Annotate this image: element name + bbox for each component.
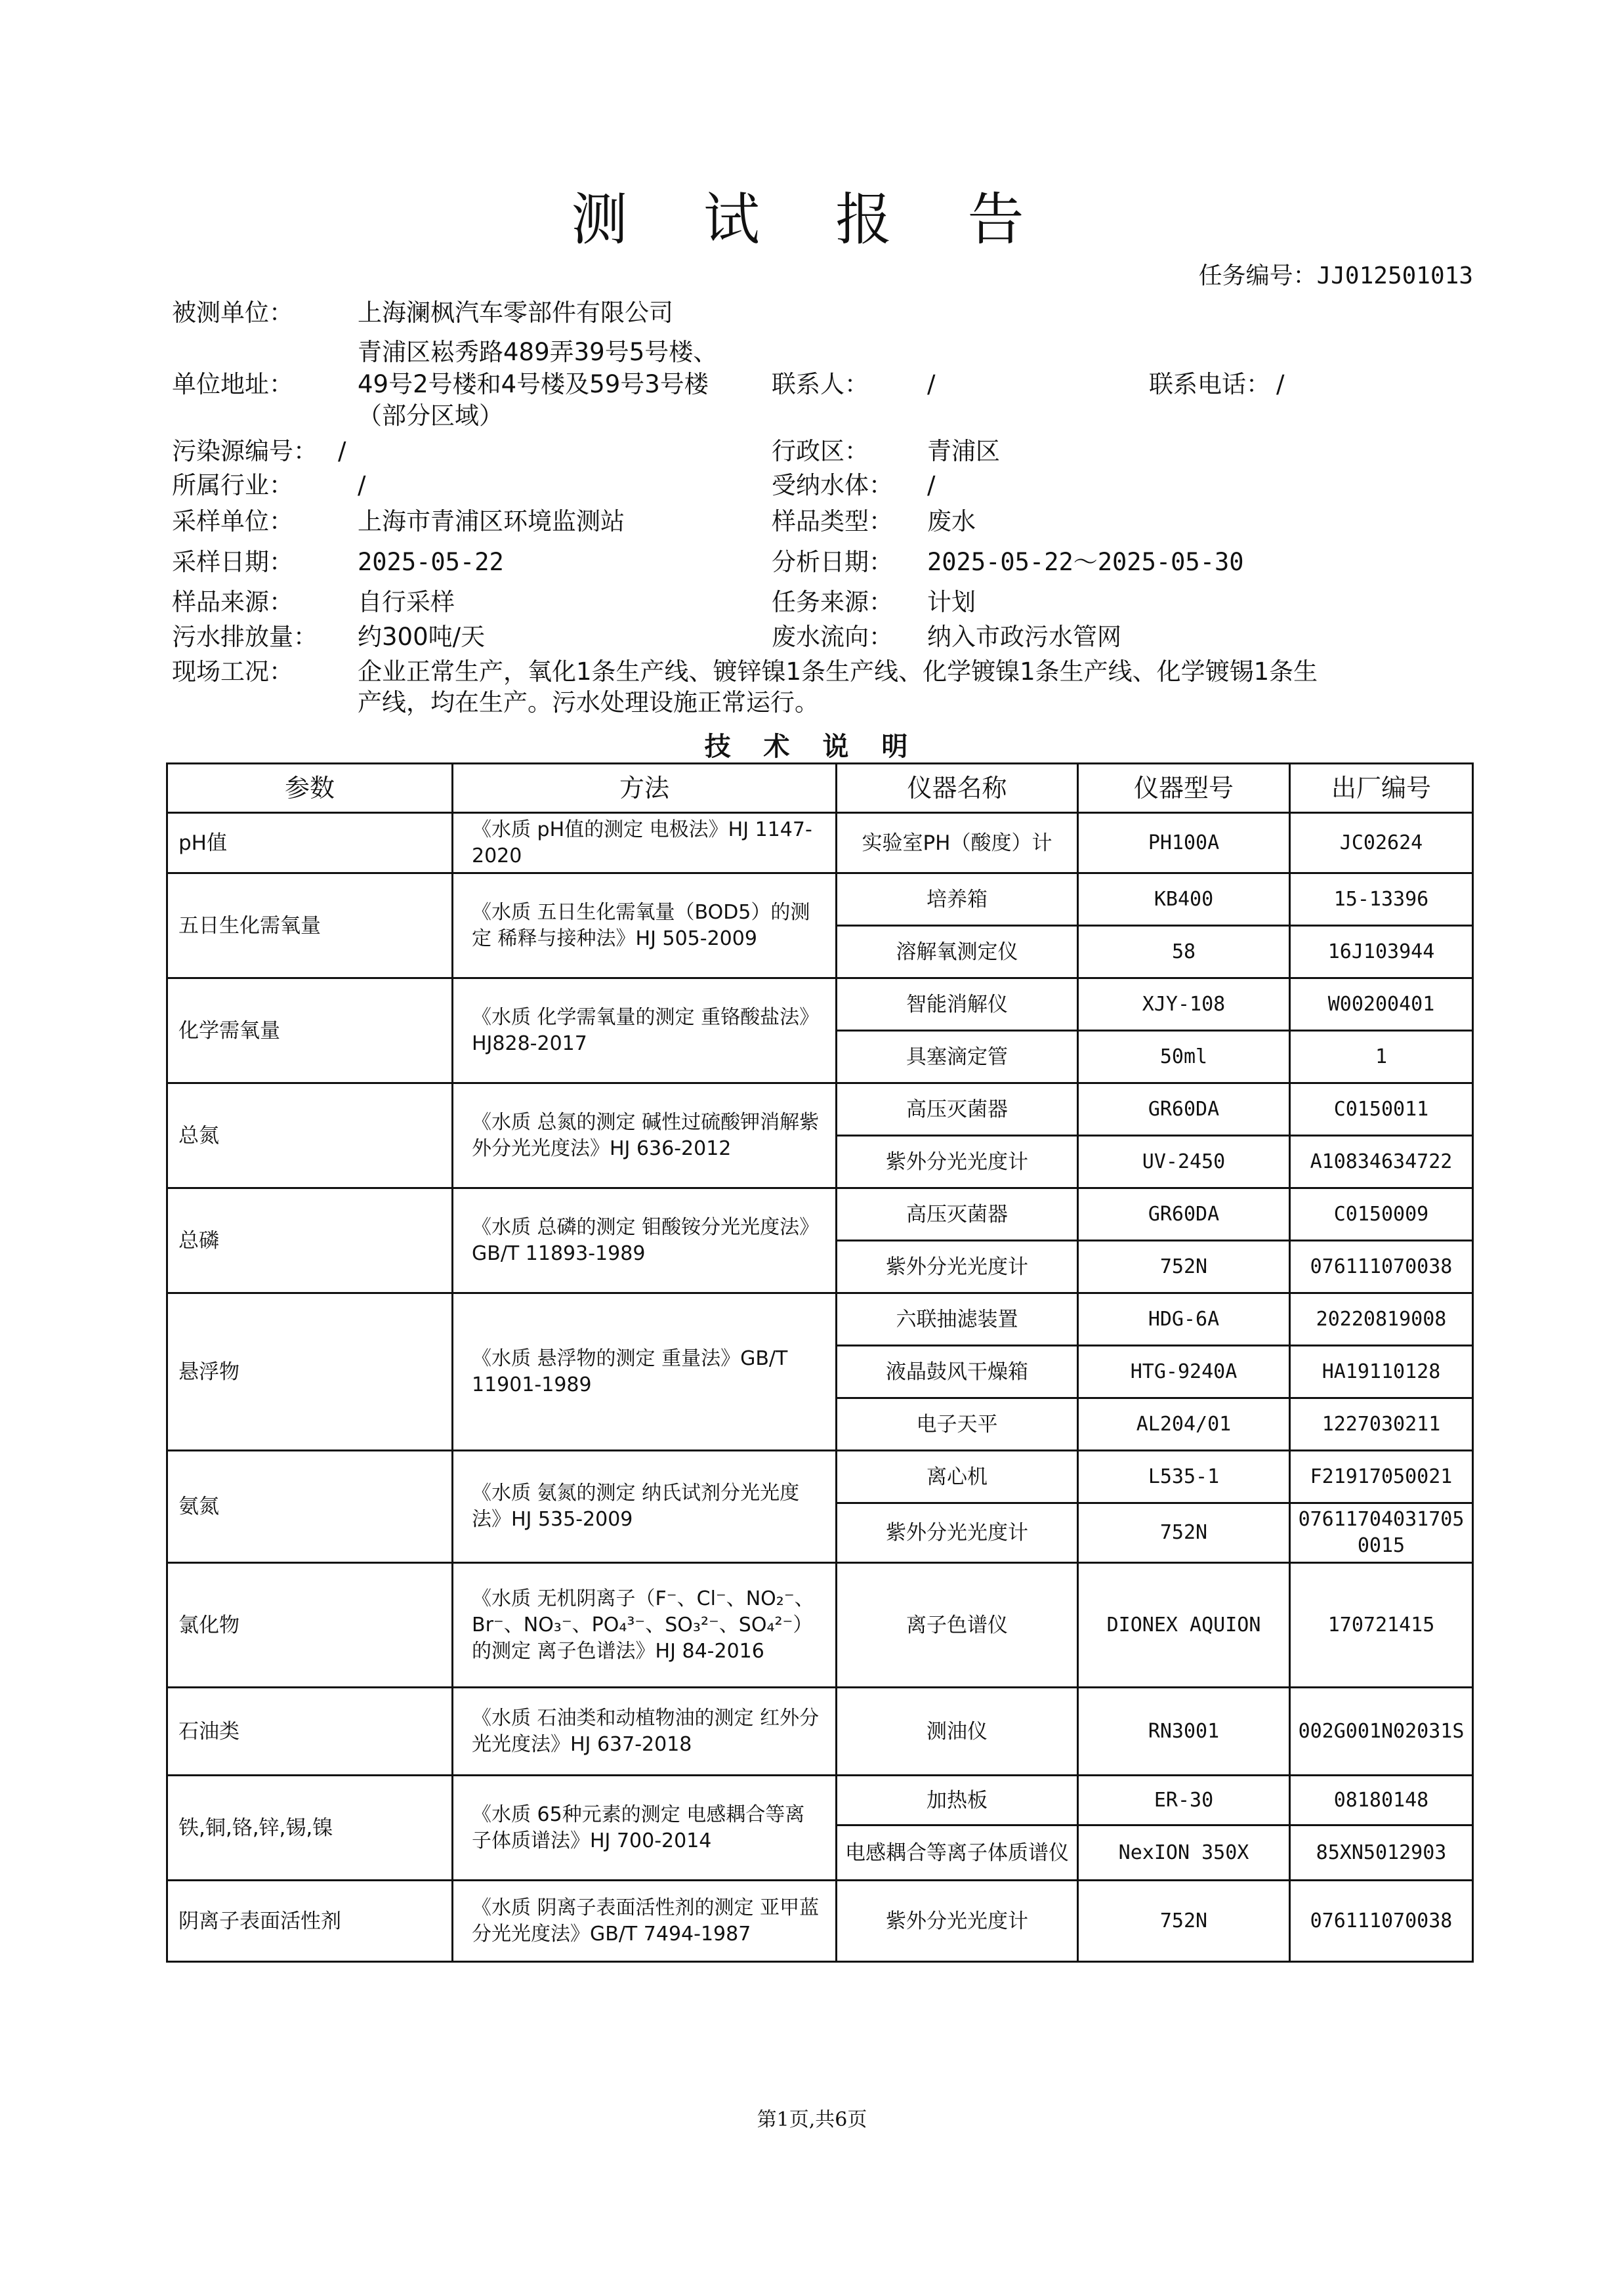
sample-type-label: 样品类型： [772,507,893,535]
instrument-model-cell: 58 [1078,926,1290,978]
instrument-model-cell: HTG-9240A [1078,1346,1290,1398]
sample-source-value: 自行采样 [358,588,455,616]
sampling-unit-value: 上海市青浦区环境监测站 [358,507,625,535]
instrument-model-cell: GR60DA [1078,1083,1290,1136]
discharge-value: 约300吨/天 [358,623,486,651]
address-line-2: 49号2号楼和4号楼及59号3号楼 [358,370,709,398]
instrument-model-cell: HDG-6A [1078,1293,1290,1346]
instrument-model-cell: XJY-108 [1078,978,1290,1031]
pollution-source-label: 污染源编号： [172,437,318,465]
header-serial-number: 出厂编号 [1290,764,1473,813]
serial-number-cell: 076111070038 [1290,1881,1473,1962]
serial-number-cell: C0150009 [1290,1188,1473,1241]
header-method: 方法 [453,764,837,813]
param-cell: 化学需氧量 [167,978,453,1083]
instrument-name-cell: 紫外分光光度计 [837,1241,1078,1293]
method-cell: 《水质 总磷的测定 钼酸铵分光光度法》GB/T 11893-1989 [453,1188,837,1293]
task-number [1199,257,1473,291]
analysis-date-label: 分析日期： [772,548,893,576]
industry-label: 所属行业： [172,471,293,499]
site-condition-line-1: 企业正常生产，氧化1条生产线、镀锌镍1条生产线、化学镀镍1条生产线、化学镀锡1条生 [358,657,1318,686]
tech-table-body [167,813,1473,1962]
site-condition-label: 现场工况： [172,657,293,686]
instrument-name-cell: 智能消解仪 [837,978,1078,1031]
param-cell: 总磷 [167,1188,453,1293]
instrument-name-cell: 六联抽滤装置 [837,1293,1078,1346]
table-row [167,978,1473,1031]
method-cell: 《水质 pH值的测定 电极法》HJ 1147-2020 [453,813,837,873]
site-condition-line-2: 产线，均在生产。污水处理设施正常运行。 [358,688,819,717]
analysis-date-value: 2025-05-22～2025-05-30 [927,548,1244,576]
param-cell: 氨氮 [167,1451,453,1563]
instrument-name-cell: 加热板 [837,1776,1078,1825]
param-cell: 五日生化需氧量 [167,873,453,978]
serial-number-cell: 076117040317050015 [1290,1503,1473,1563]
instrument-model-cell: KB400 [1078,873,1290,926]
section-title-tech-notes: 技 术 说 明 [704,732,920,762]
instrument-name-cell: 液晶鼓风干燥箱 [837,1346,1078,1398]
serial-number-cell: HA19110128 [1290,1346,1473,1398]
serial-number-cell: A10834634722 [1290,1136,1473,1188]
serial-number-cell: 1 [1290,1031,1473,1083]
instrument-model-cell: 752N [1078,1241,1290,1293]
instrument-model-cell: PH100A [1078,813,1290,873]
method-cell: 《水质 悬浮物的测定 重量法》GB/T 11901-1989 [453,1293,837,1451]
sampling-date-value: 2025-05-22 [358,548,504,576]
receiving-water-value: / [927,471,936,499]
contact-value: / [927,370,936,398]
table-row [167,873,1473,926]
serial-number-cell: 85XN5012903 [1290,1825,1473,1881]
tech-table [166,762,1474,1963]
instrument-name-cell: 具塞滴定管 [837,1031,1078,1083]
report-title: 测 试 报 告 [571,187,1053,253]
tech-table-head [167,764,1473,813]
instrument-name-cell: 高压灭菌器 [837,1188,1078,1241]
instrument-name-cell: 电子天平 [837,1398,1078,1451]
address-line-3: （部分区域） [358,402,503,430]
task-source-value: 计划 [927,588,976,616]
serial-number-cell: 08180148 [1290,1776,1473,1825]
serial-number-cell: JC02624 [1290,813,1473,873]
instrument-model-cell: DIONEX AQUION [1078,1563,1290,1688]
task-source-label: 任务来源： [772,588,893,616]
instrument-name-cell: 紫外分光光度计 [837,1881,1078,1962]
instrument-model-cell: GR60DA [1078,1188,1290,1241]
method-cell: 《水质 五日生化需氧量（BOD5）的测定 稀释与接种法》HJ 505-2009 [453,873,837,978]
method-cell: 《水质 阴离子表面活性剂的测定 亚甲蓝分光光度法》GB/T 7494-1987 [453,1881,837,1962]
table-row [167,1188,1473,1241]
instrument-name-cell: 测油仪 [837,1688,1078,1776]
serial-number-cell: 170721415 [1290,1563,1473,1688]
instrument-name-cell: 培养箱 [837,873,1078,926]
param-cell: 铁,铜,铬,锌,锡,镍 [167,1776,453,1881]
wastewater-flow-value: 纳入市政污水管网 [927,623,1121,651]
district-value: 青浦区 [927,437,1000,465]
instrument-name-cell: 紫外分光光度计 [837,1136,1078,1188]
instrument-model-cell: RN3001 [1078,1688,1290,1776]
pollution-source-value: / [338,437,346,465]
wastewater-flow-label: 废水流向： [772,623,893,651]
instrument-name-cell: 离子色谱仪 [837,1563,1078,1688]
table-row [167,1563,1473,1688]
serial-number-cell: 15-13396 [1290,873,1473,926]
table-row [167,1881,1473,1962]
instrument-model-cell: 50ml [1078,1031,1290,1083]
table-row [167,1776,1473,1825]
param-cell: pH值 [167,813,453,873]
address-line-1: 青浦区崧秀路489弄39号5号楼、 [358,338,718,366]
table-row [167,1293,1473,1346]
header-instrument-model: 仪器型号 [1078,764,1290,813]
serial-number-cell: 16J103944 [1290,926,1473,978]
instrument-name-cell: 紫外分光光度计 [837,1503,1078,1563]
industry-value: / [358,471,366,499]
page-footer: 第1页,共6页 [757,2108,867,2131]
method-cell: 《水质 65种元素的测定 电感耦合等离子体质谱法》HJ 700-2014 [453,1776,837,1881]
tested-unit-label: 被测单位： [172,299,293,327]
sampling-unit-label: 采样单位： [172,507,293,535]
method-cell: 《水质 氨氮的测定 纳氏试剂分光光度法》HJ 535-2009 [453,1451,837,1563]
serial-number-cell: C0150011 [1290,1083,1473,1136]
serial-number-cell: 002G001N02031S [1290,1688,1473,1776]
sample-type-value: 废水 [927,507,976,535]
instrument-name-cell: 溶解氧测定仪 [837,926,1078,978]
instrument-model-cell: 752N [1078,1881,1290,1962]
method-cell: 《水质 无机阴离子（F⁻、Cl⁻、NO₂⁻、Br⁻、NO₃⁻、PO₄³⁻、SO₃²⁻、SO₄²⁻）的测定 离子色谱法》HJ 84-2016 [453,1563,837,1688]
header-instrument-name: 仪器名称 [837,764,1078,813]
serial-number-cell: F21917050021 [1290,1451,1473,1503]
instrument-model-cell: 752N [1078,1503,1290,1563]
instrument-model-cell: L535-1 [1078,1451,1290,1503]
phone-label: 联系电话： [1149,370,1270,398]
method-cell: 《水质 石油类和动植物油的测定 红外分光光度法》HJ 637-2018 [453,1688,837,1776]
task-number-label: 任务编号： [1198,262,1317,289]
instrument-name-cell: 离心机 [837,1451,1078,1503]
receiving-water-label: 受纳水体： [772,471,893,499]
table-row [167,1083,1473,1136]
method-cell: 《水质 化学需氧量的测定 重铬酸盐法》HJ828-2017 [453,978,837,1083]
param-cell: 石油类 [167,1688,453,1776]
header-param: 参数 [167,764,453,813]
instrument-model-cell: NexION 350X [1078,1825,1290,1881]
table-row [167,1451,1473,1503]
table-header-row [167,764,1473,813]
table-row [167,813,1473,873]
serial-number-cell: W00200401 [1290,978,1473,1031]
task-number-value: JJ012501013 [1316,262,1473,289]
tested-unit-value: 上海澜枫汽车零部件有限公司 [358,299,673,327]
instrument-name-cell: 实验室PH（酸度）计 [837,813,1078,873]
address-label: 单位地址： [172,370,293,398]
sample-source-label: 样品来源： [172,588,293,616]
sampling-date-label: 采样日期： [172,548,293,576]
param-cell: 阴离子表面活性剂 [167,1881,453,1962]
serial-number-cell: 076111070038 [1290,1241,1473,1293]
param-cell: 总氮 [167,1083,453,1188]
instrument-model-cell: ER-30 [1078,1776,1290,1825]
instrument-name-cell: 电感耦合等离子体质谱仪 [837,1825,1078,1881]
param-cell: 氯化物 [167,1563,453,1688]
instrument-name-cell: 高压灭菌器 [837,1083,1078,1136]
discharge-label: 污水排放量： [172,623,318,651]
instrument-model-cell: UV-2450 [1078,1136,1290,1188]
district-label: 行政区： [772,437,869,465]
method-cell: 《水质 总氮的测定 碱性过硫酸钾消解紫外分光光度法》HJ 636-2012 [453,1083,837,1188]
serial-number-cell: 20220819008 [1290,1293,1473,1346]
serial-number-cell: 1227030211 [1290,1398,1473,1451]
contact-label: 联系人： [772,370,869,398]
phone-value: / [1276,370,1285,398]
param-cell: 悬浮物 [167,1293,453,1451]
instrument-model-cell: AL204/01 [1078,1398,1290,1451]
table-row [167,1688,1473,1776]
